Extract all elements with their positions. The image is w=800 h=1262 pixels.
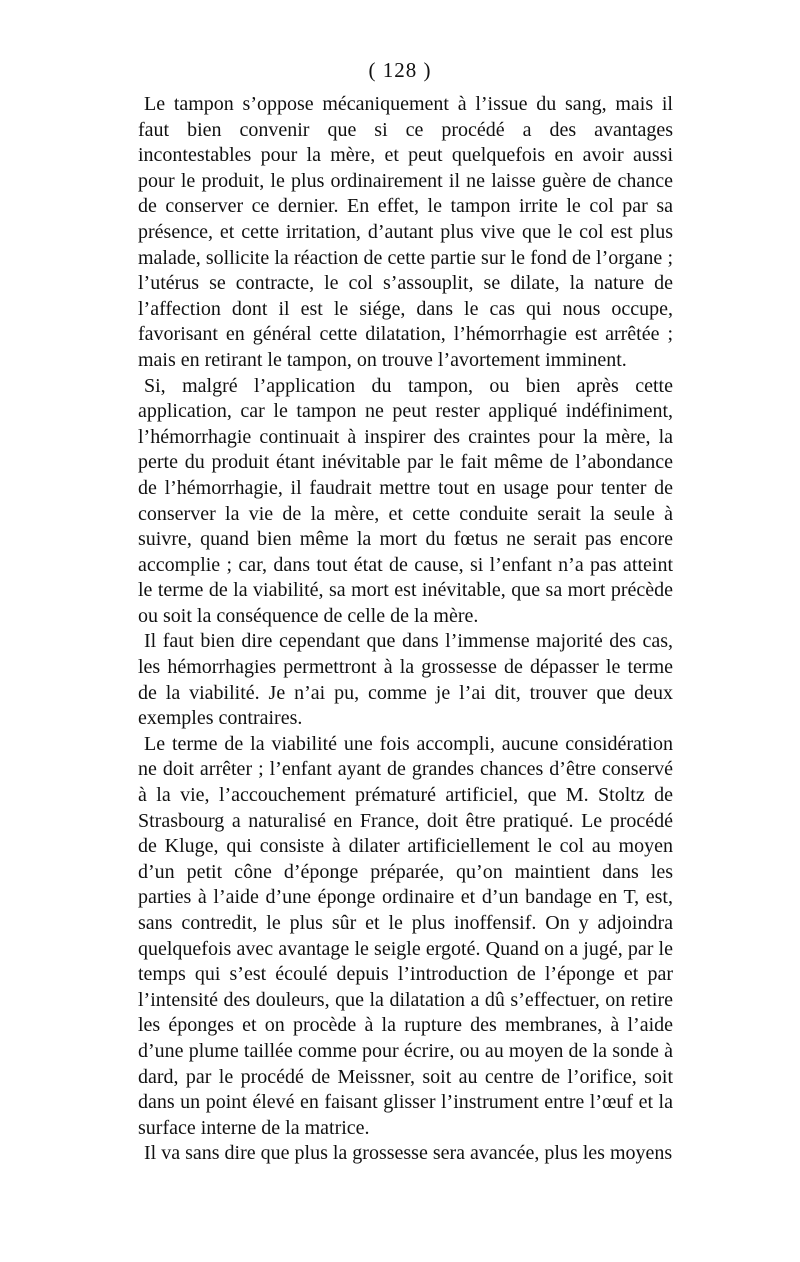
paragraph-text: Le terme de la viabilité une fois accompli, aucune considération ne doit arrêter ; l’enfant ayant de grandes chances d’être conservé à la vie, l’accouchement prématuré artificiel, que M. Stoltz de Strasbourg a naturalisé en France, doit être pratiqué. Le procédé de Kluge, qui consiste à dilater artificiellement le col au moyen d’un petit cône d’éponge préparée, qu’on maintient dans les parties à l’aide d’une éponge ordinaire et d’un bandage en T, est, sans contredit, le plus sûr et le plus inoffensif. On y adjoindra quelquefois avec avantage le seigle ergoté. Quand on a jugé, par le temps qui s’est écoulé depuis l’introduction de l’éponge et par l’intensité des douleurs, que la dilatation a dû s’effectuer, on retire les éponges et on procède à la rupture des membranes, à l’aide d’une plume taillée comme pour écrire, ou au moyen de la sonde à dard, par le procédé de Meissner, soit au centre de l’orifice, soit dans un point élevé en faisant glisser l’instrument entre l’œuf et la surface interne de la matrice. <box>138 732 673 1139</box>
paragraph-text: Si, malgré l’application du tampon, ou bien après cette application, car le tampon ne peut rester appliqué indéfiniment, l’hémorrhagie continuait à inspirer des craintes pour la mère, la perte du produit étant inévitable par le fait même de l’abondance de l’hémorrhagie, il faudrait mettre tout en usage pour tenter de conserver la vie de la mère, et cette conduite serait la seule à suivre, quand bien même la mort du fœtus ne serait pas encore accomplie ; car, dans tout état de cause, si l’enfant n’a pas atteint le terme de la viabilité, sa mort est inévitable, que sa mort précède ou soit la conséquence de celle de la mère. <box>138 374 673 627</box>
paragraph-2 <box>138 374 673 630</box>
paragraph-3 <box>138 629 673 731</box>
paragraph-1 <box>138 92 673 374</box>
paragraph-text: Il va sans dire que plus la grossesse sera avancée, plus les moyens <box>144 1142 673 1165</box>
page-number: ( 128 ) <box>368 58 432 82</box>
paragraph-5 <box>138 1141 673 1167</box>
body-text <box>138 92 673 1167</box>
paragraph-4 <box>138 732 673 1142</box>
paragraph-text: Il faut bien dire cependant que dans l’immense majorité des cas, les hémorrhagies permettront à la grossesse de dépasser le terme de la viabilité. Je n’ai pu, comme je l’ai dit, trouver que deux exemples contraires. <box>138 630 673 730</box>
paragraph-text: Le tampon s’oppose mécaniquement à l’issue du sang, mais il faut bien convenir que si ce procédé a des avantages incontestables pour la mère, et peut quelquefois en avoir aussi pour le produit, le plus ordinairement il ne laisse guère de chance de conserver ce dernier. En effet, le tampon irrite le col par sa présence, et cette irritation, d’autant plus vive que le col est plus malade, sollicite la réaction de cette partie sur le fond de l’organe ; l’utérus se contracte, le col s’assouplit, se dilate, la nature de l’affection dont il est le siége, dans le cas qui nous occupe, favorisant en général cette dilatation, l’hémorrhagie est arrêtée ; mais en retirant le tampon, on trouve l’avortement imminent. <box>138 93 673 371</box>
